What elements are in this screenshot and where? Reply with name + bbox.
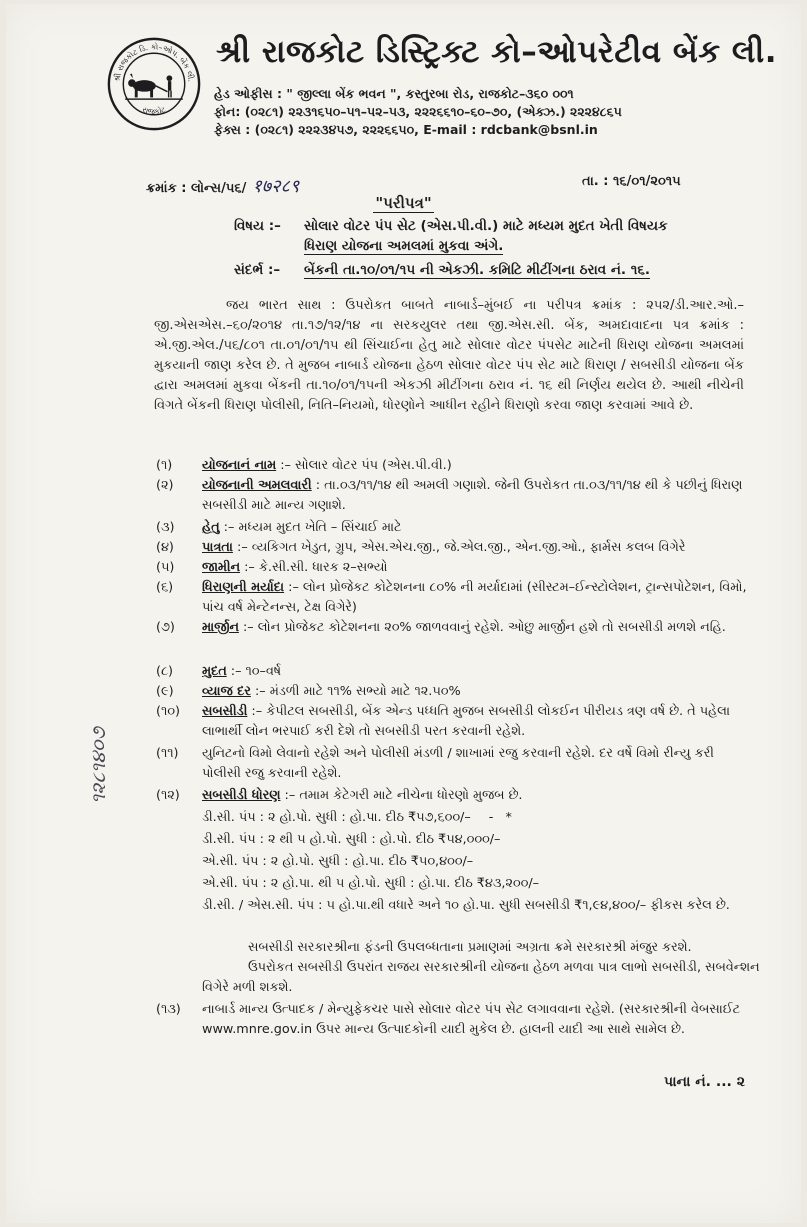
subsidy-rate-line: એ.સી. પંપ : ૨ હો.પો. સુધી : હો.પા. દીઠ ₹૫૦,૪૦૦/– <box>202 854 474 869</box>
list-item <box>156 618 756 638</box>
list-item <box>156 476 756 516</box>
item-text: :– લોન પ્રોજેકટ કોટેશનના ૨૦% જાળવવાનું રહેશે. ઓછુ માર્જીન હશે તો સબસીડી મળશે નહિ. <box>238 620 726 635</box>
seal-bottom-text: રાજકોટ <box>141 104 167 117</box>
subsidy-rate-text: ડી.સી. પંપ : ૨ હો.પો. સુધી : હો.પા. દીઠ ₹૫૭,૬૦૦/– <box>202 810 471 825</box>
item-text: :– કેપીટલ સબસીડી, બેંક એન્ડ પધ્ધતિ મુજબ સબસીડી લોકઈન પીરીયડ ત્રણ વર્ષ છે. તે પહેલા લાભાર્થી લોન ભરપાઈ કરી દેશે તો સબસીડી પરત કરવાની રહેશે. <box>202 704 730 739</box>
subject-line <box>234 218 668 234</box>
item-number: (૫) <box>156 560 175 575</box>
item-number: (૧૧) <box>156 746 179 761</box>
circular-date: તા. : ૧૬/૦૧/૨૦૧૫ <box>582 174 681 189</box>
fax-email: ફેક્સ : (૦૨૮૧) ૨૨૨૩૪૫૭, ૨૨૨૬૬૫૦, E-mail : rdcbank@bsnl.in <box>214 122 598 137</box>
item-text: નાબાર્ડ માન્ય ઉત્પાદક / મેન્યુફેકચર પાસે સોલાર વોટર પંપ સેટ લગાવવાના રહેશે. (સરકારશ્રીની વેબસાઈટ www.mnre.gov.in ઉપર માન્ય ઉત્પાદકોની યાદી મુકેલ છે. હાલની યાદી આ સાથે સામેલ છે. <box>202 1002 741 1037</box>
subsidy-rate-line: એ.સી. પંપ : ૨ હો.પા. થી ૫ હો.પો. સુધી : હો.પા. દીઠ ₹૪૩,૨૦૦/– <box>202 876 540 891</box>
subject-text-1: સોલાર વોટર પંપ સેટ (એસ.પી.વી.) માટે મધ્યમ મુદત ખેતી વિષયક <box>304 218 668 234</box>
subject-label: વિષય :– <box>234 218 281 234</box>
item-label: સબસીડી ધોરણ <box>202 788 281 803</box>
item-label: યોજનાની અમલવારી <box>202 478 312 493</box>
subsidy-rate-line: ડી.સી. પંપ : ૨ થી ૫ હો.પો. સુધી : હો.પો. દીઠ ₹૫૪,૦૦૦/– <box>202 832 501 847</box>
circular-page <box>6 4 801 1223</box>
list-item <box>156 518 756 538</box>
item-number: (૪) <box>156 540 174 555</box>
seal-top-text: શ્રી રાજકોટ ડિ. કો–ઓપ. બેંક લી. <box>112 42 196 83</box>
item-label: માર્જીન <box>202 620 239 635</box>
subsidy-note: સબસીડી સરકારશ્રીના ફંડની ઉપલબ્ધતાના પ્રમાણમાં અગ્રતા ક્રમે સરકારશ્રી મંજુર કરશે. <box>248 940 692 955</box>
item-label: સબસીડી <box>202 704 248 719</box>
circular-title-text: "પરીપત્ર" <box>375 194 432 212</box>
list-item <box>156 1000 756 1040</box>
item-text: :– મંડળી માટે ૧૧% સભ્યો માટે ૧૨.૫૦% <box>250 684 461 699</box>
list-item <box>156 662 756 682</box>
subject-line-2 <box>304 238 503 254</box>
item-number: (૬) <box>156 580 174 595</box>
item-text: : તા.૦૩/૧૧/૧૪ થી અમલી ગણાશે. જેની ઉપરોકત તા.૦૩/૧૧/૧૪ થી કે પછીનું ધિરાણ સબસીડી માટે માન્ય ગણાશે. <box>202 478 743 513</box>
subsidy-rate-line <box>202 808 516 828</box>
item-label: પાત્રતા <box>202 540 233 555</box>
item-text: યુનિટનો વિમો લેવાનો રહેશે અને પોલીસી મંડળી / શાખામાં રજુ કરવાની રહેશે. દર વર્ષે વિમો રીન્યુ કરી પોલીસી રજુ કરવાની રહેશે. <box>202 746 714 781</box>
bank-seal-logo <box>106 36 202 132</box>
item-number: (૧૦) <box>156 704 180 719</box>
item-text: :– મધ્યમ મુદત ખેતિ – સિંચાઈ માટે <box>219 520 402 535</box>
intro-paragraph: જય ભારત સાથ : ઉપરોકત બાબતે નાબાર્ડ–મુંબઈ ના પરીપત્ર ક્રમાંક : ૨૫૨/ડી.આર.ઓ.–જી.એસએસ.–૬૦/૨૦૧૪ તા.૧૭/૧૨/૧૪ ના સરકયુલર તથા જી.એસ.સી. બેંક, અમદાવાદના પત્ર ક્રમાંક : એ.જી.એલ./૫૬/૮૦૧ તા.૦૧/૦૧/૧૫ થી સિંચાઈના હેતુ માટે સોલાર વોટર પંપસેટ માટેની ધિરાણ યોજના અમલમાં મુકયાની જાણ કરેલ છે. તે મુજબ નાબાર્ડ યોજના હેઠળ સોલાર વોટર પંપ સેટ માટે ધિરાણ / સબસીડી યોજના બેંક દ્વારા અમલમાં મુકવા બેંકની તા.૧૦/૦૧/૧૫ની એકઝી મીટીંગના ઠરાવ નં. ૧૬ થી નિર્ણય થયેલ છે. આથી નીચેની વિગતે બેંકની ધિરાણ પોલીસી, નિતિ–નિયમો, ધોરણોને આધીન રહીને ધિરાણો કરવા જાણ કરવામાં આવે છે. <box>154 298 744 413</box>
subsidy-dc-ac-line: ડી.સી. / એસ.સી. પંપ : ૫ હો.પા.થી વધારે અને ૧૦ હો.પા. સુધી સબસીડી ₹૧,૯૪,૪૦૦/– ફીકસ કરેલ છે. <box>202 898 730 913</box>
item-number: (૧૩) <box>156 1002 181 1017</box>
item-label: જામીન <box>202 560 241 575</box>
item-label: યોજનાનં નામ <box>202 458 277 473</box>
reference-number-label: ક્રમાંક : લોન્સ/૫૬/ <box>146 181 247 196</box>
item-label: વ્યાજ દર <box>202 684 251 699</box>
item-text: :– ૧૦–વર્ષ <box>226 664 282 679</box>
svg-text:રાજકોટ <box>141 105 167 117</box>
next-page-indicator: પાના નં. ... ૨ <box>664 1074 745 1090</box>
list-item <box>156 682 756 702</box>
margin-handwriting: ૧૨૮૧૪૦૭ <box>88 727 110 804</box>
item-number: (૯) <box>156 684 174 699</box>
reference-number-handwritten: १७२८९ <box>252 176 300 197</box>
subsidy-rate-mark: - * <box>488 810 516 825</box>
item-label: ધિરાણની મર્યાદા <box>202 580 285 595</box>
subsidy-note: ઉપરોકત સબસીડી ઉપરાંત રાજય સરકારશ્રીની યોજના હેઠળ મળવા પાત્ર લાભો સબસીડી, સબવેન્શન વિગેરે મળી શકશે. <box>202 960 760 995</box>
list-item <box>156 786 756 806</box>
item-text: :– લોન પ્રોજેકટ કોટેશનના ૮૦% ની મર્યાદામાં (સીસ્ટમ–ઈન્સ્ટોલેશન, ટ્રાન્સપોટેશન, વિમો, પાંચ વર્ષ મેન્ટેનન્સ, ટેક્ષ વિગેરે) <box>202 580 747 615</box>
list-item <box>156 578 756 618</box>
item-number: (૩) <box>156 520 175 535</box>
item-number: (૧૨) <box>156 788 180 803</box>
item-text: :– વ્યકિગત ખેડુત, ગ્રુપ, એસ.એચ.જી., જે.એલ.જી., એન.જી.ઓ., ફાર્મસ કલબ વિગેરે <box>232 540 686 555</box>
bank-name: શ્રી રાજકોટ ડિસ્ટ્રિક્ટ કો–ઓપરેટીવ બેંક લી. <box>216 34 778 70</box>
list-item <box>156 744 756 784</box>
list-item <box>156 456 756 476</box>
list-item <box>156 538 756 558</box>
reference-label: સંદર્ભ :– <box>234 262 281 278</box>
list-item <box>156 702 756 742</box>
farmer-plough-icon <box>125 73 183 99</box>
item-label: હેતુ <box>202 520 220 535</box>
item-text: :– સોલાર વોટર પંપ (એસ.પી.વી.) <box>276 458 452 473</box>
reference-line <box>234 262 650 278</box>
phone-numbers: ફોન: (૦૨૮૧) ૨૨૩૧૬૫૦–૫૧–૫૨–૫૩, ૨૨૨૬૬૧૦–૬૦–૭૦, (એક્ઝ.) ૨૨૨૪૮૬૫ <box>214 104 622 119</box>
list-item <box>156 558 756 578</box>
item-label: મુદત <box>202 664 227 679</box>
item-number: (૭) <box>156 620 175 635</box>
item-number: (૮) <box>156 664 174 679</box>
item-number: (૨) <box>156 478 174 493</box>
head-office-address: હેડ ઓફીસ : " જીલ્લા બેંક ભવન ", કસ્તુરબા રોડ, રાજકોટ–૩૬૦ ૦૦૧ <box>214 86 574 101</box>
subject-text-2: ધિરાણ યોજના અમલમાં મુકવા અંગે. <box>304 238 504 254</box>
item-text: :– કે.સી.સી. ધારક ૨–સભ્યો <box>240 560 388 575</box>
item-number: (૧) <box>156 458 173 473</box>
item-text: :– તમામ કેટેગરી માટે નીચેના ધોરણો મુજબ છે. <box>280 788 523 803</box>
circular-title <box>6 194 801 212</box>
reference-text: બેંકની તા.૧૦/૦૧/૧૫ ની એકઝી. કમિટિ મીટીંગના ઠરાવ નં. ૧૬. <box>304 262 651 278</box>
